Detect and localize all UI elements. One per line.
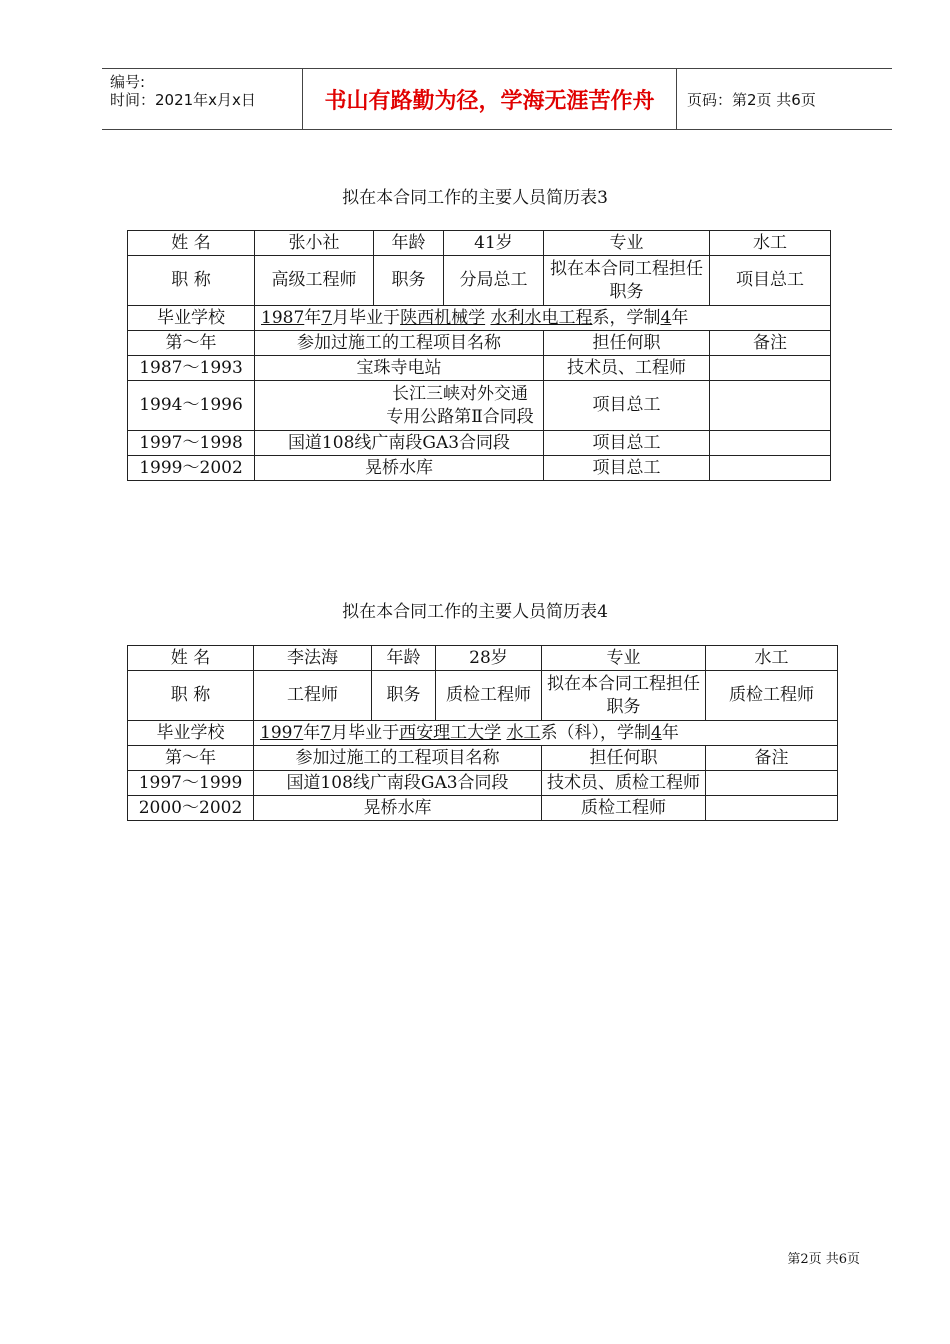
header-page-number: 页码：第2页 共6页 (687, 90, 816, 109)
cell-remark (710, 356, 831, 381)
table4-caption: 拟在本合同工作的主要人员简历表4 (342, 602, 608, 622)
grad-month: 7 (320, 722, 332, 743)
col-project: 参加过施工的工程项目名称 (255, 331, 544, 356)
role-value: 质检工程师 (706, 671, 838, 721)
table-row (128, 356, 831, 381)
school-text: 系，学制 (592, 307, 661, 328)
col-period: 第～年 (128, 746, 254, 771)
col-project: 参加过施工的工程项目名称 (254, 746, 542, 771)
role-value: 项目总工 (710, 256, 831, 306)
table-header-row (128, 331, 831, 356)
school-value (254, 721, 838, 746)
resume-table-3 (127, 230, 831, 481)
major-value: 水工 (706, 646, 838, 671)
table-row (128, 431, 831, 456)
school-text: 年 (303, 722, 321, 743)
table-row (128, 231, 831, 256)
cell-project: 晃桥水库 (254, 796, 542, 821)
department: 水工 (506, 722, 541, 743)
cell-remark (706, 796, 838, 821)
doc-time-label: 时间：2021年x月x日 (110, 91, 256, 109)
cell-project: 国道108线广南段GA3合同段 (255, 431, 544, 456)
age-label: 年龄 (374, 231, 444, 256)
cell-project: 长江三峡对外交通专用公路第Ⅱ合同段 (255, 381, 544, 431)
major-value: 水工 (710, 231, 831, 256)
school-text: 年 (304, 307, 322, 328)
cell-duty: 质检工程师 (542, 796, 706, 821)
age-value: 41岁 (444, 231, 544, 256)
role-label: 拟在本合同工程担任职务 (542, 671, 706, 721)
study-years: 4 (660, 307, 672, 328)
cell-period: 1999～2002 (128, 456, 255, 481)
title-label: 职 称 (128, 671, 254, 721)
cell-project: 宝珠寺电站 (255, 356, 544, 381)
grad-year: 1997 (260, 722, 304, 743)
university: 西安理工大学 (399, 722, 502, 743)
doc-number-label: 编号: (110, 73, 146, 91)
name-value: 张小社 (255, 231, 374, 256)
cell-remark (710, 456, 831, 481)
resume-table-4 (127, 645, 838, 821)
role-label: 拟在本合同工程担任职务 (544, 256, 710, 306)
major-label: 专业 (544, 231, 710, 256)
university: 陕西机械学 (400, 307, 486, 328)
cell-remark (706, 771, 838, 796)
major-label: 专业 (542, 646, 706, 671)
school-text: 系（科），学制 (540, 722, 651, 743)
col-remark: 备注 (706, 746, 838, 771)
cell-project: 晃桥水库 (255, 456, 544, 481)
school-value (255, 306, 831, 331)
header-meta (102, 69, 303, 129)
header-motto: 书山有路勤为径，学海无涯苦作舟 (303, 69, 677, 129)
cell-period: 1994～1996 (128, 381, 255, 431)
post-label: 职务 (374, 256, 444, 306)
page-footer: 第2页 共6页 (787, 1252, 860, 1267)
table-row (128, 256, 831, 306)
cell-duty: 项目总工 (544, 431, 710, 456)
cell-duty: 技术员、工程师 (544, 356, 710, 381)
post-value: 分局总工 (444, 256, 544, 306)
cell-duty: 项目总工 (544, 381, 710, 431)
age-label: 年龄 (372, 646, 436, 671)
cell-project: 国道108线广南段GA3合同段 (254, 771, 542, 796)
col-remark: 备注 (710, 331, 831, 356)
name-label: 姓 名 (128, 646, 254, 671)
cell-remark (710, 381, 831, 431)
cell-period: 1987～1993 (128, 356, 255, 381)
cell-remark (710, 431, 831, 456)
title-label: 职 称 (128, 256, 255, 306)
department: 水利水电工程 (490, 307, 593, 328)
study-years: 4 (651, 722, 662, 743)
table-row (128, 796, 838, 821)
title-value: 高级工程师 (255, 256, 374, 306)
school-label: 毕业学校 (128, 306, 255, 331)
table-row (128, 306, 831, 331)
school-label: 毕业学校 (128, 721, 254, 746)
col-duty: 担任何职 (542, 746, 706, 771)
school-text: 年 (661, 722, 679, 743)
name-value: 李法海 (254, 646, 372, 671)
school-text: 月毕业于 (331, 722, 400, 743)
table-header-row (128, 746, 838, 771)
col-duty: 担任何职 (544, 331, 710, 356)
age-value: 28岁 (436, 646, 542, 671)
table-row (128, 721, 838, 746)
page-header (102, 68, 892, 130)
table-row (128, 646, 838, 671)
cell-period: 1997～1998 (128, 431, 255, 456)
col-period: 第～年 (128, 331, 255, 356)
table-row (128, 381, 831, 431)
school-text: 年 (671, 307, 689, 328)
cell-period: 2000～2002 (128, 796, 254, 821)
table-row (128, 771, 838, 796)
grad-month: 7 (321, 307, 333, 328)
table3-caption: 拟在本合同工作的主要人员简历表3 (342, 188, 608, 208)
post-value: 质检工程师 (436, 671, 542, 721)
grad-year: 1987 (261, 307, 305, 328)
post-label: 职务 (372, 671, 436, 721)
title-value: 工程师 (254, 671, 372, 721)
name-label: 姓 名 (128, 231, 255, 256)
cell-duty: 技术员、质检工程师 (542, 771, 706, 796)
table-row (128, 671, 838, 721)
cell-duty: 项目总工 (544, 456, 710, 481)
table-row (128, 456, 831, 481)
cell-period: 1997～1999 (128, 771, 254, 796)
school-text: 月毕业于 (332, 307, 401, 328)
